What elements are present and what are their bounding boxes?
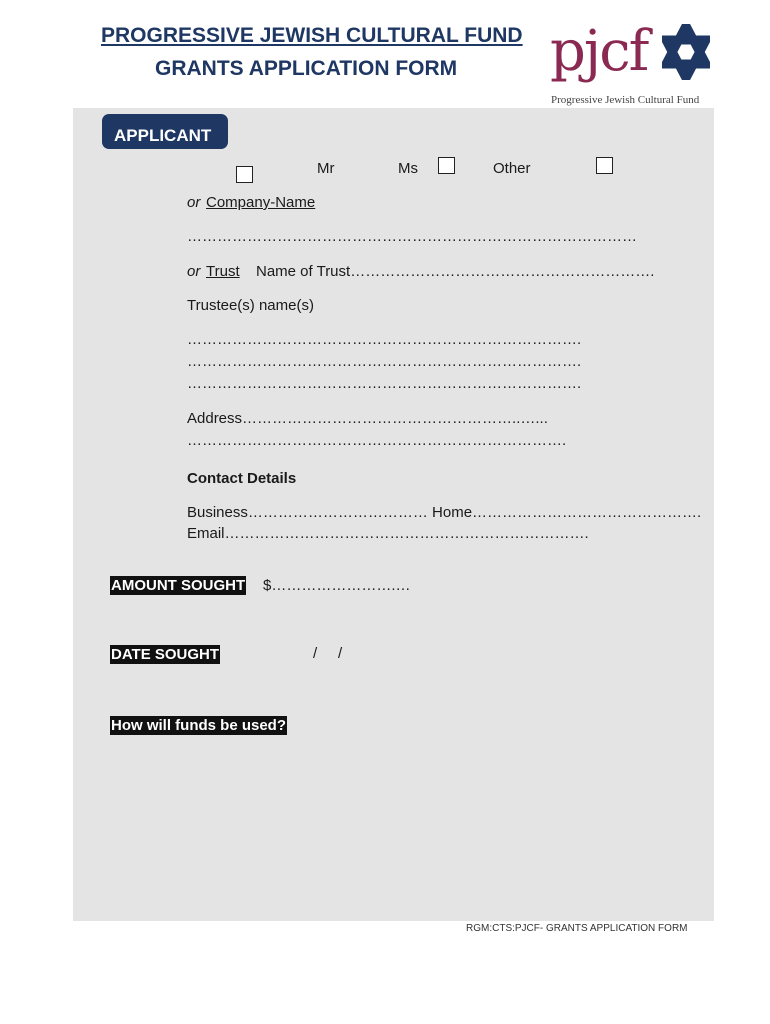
trustee-line[interactable]: ……………………………………………………………………. bbox=[187, 375, 582, 392]
company-name-line[interactable]: ……………………………………………………………………………… bbox=[187, 228, 637, 245]
ms-checkbox[interactable] bbox=[438, 157, 455, 174]
form-title: PROGRESSIVE JEWISH CULTURAL FUND bbox=[101, 24, 523, 47]
logo-wordmark: pjcf bbox=[550, 19, 648, 84]
email-line[interactable]: Email………………………………………………………………. bbox=[187, 525, 589, 542]
applicant-section-label: APPLICANT bbox=[102, 114, 228, 149]
mr-label: Mr bbox=[317, 160, 335, 177]
star-of-david-icon bbox=[662, 24, 710, 80]
trustees-label: Trustee(s) name(s) bbox=[187, 297, 314, 314]
pjcf-logo bbox=[550, 20, 720, 110]
funds-usage-label: How will funds be used? bbox=[111, 717, 287, 734]
trustee-line[interactable]: ……………………………………………………………………. bbox=[187, 353, 582, 370]
date-separators[interactable]: / / bbox=[313, 645, 343, 662]
mr-checkbox[interactable] bbox=[236, 166, 253, 183]
phone-line[interactable]: Business……………………………… Home………………………………………. bbox=[187, 504, 702, 521]
logo-subtitle: Progressive Jewish Cultural Fund bbox=[551, 94, 700, 106]
trust-name-line[interactable]: Name of Trust……………………………………………………. bbox=[256, 263, 655, 280]
footer-text: RGM:CTS:PJCF- GRANTS APPLICATION FORM bbox=[466, 923, 688, 934]
address-line[interactable]: Address………………………………………………..…... bbox=[187, 410, 548, 427]
contact-details-heading: Contact Details bbox=[187, 470, 297, 487]
trustee-line[interactable]: ……………………………………………………………………. bbox=[187, 331, 582, 348]
amount-sought-label: AMOUNT SOUGHT bbox=[111, 577, 246, 594]
other-checkbox[interactable] bbox=[596, 157, 613, 174]
form-subtitle: GRANTS APPLICATION FORM bbox=[155, 57, 458, 80]
company-name-label: Company-Name bbox=[206, 194, 316, 211]
amount-line[interactable]: $…………………….… bbox=[263, 577, 411, 594]
ms-label: Ms bbox=[398, 160, 418, 177]
other-label: Other bbox=[493, 160, 531, 177]
address-line-2[interactable]: …………………………………………………………………. bbox=[187, 432, 567, 449]
company-or: or bbox=[187, 194, 201, 211]
trust-or: or bbox=[187, 263, 201, 280]
trust-label: Trust bbox=[206, 263, 240, 280]
date-sought-label: DATE SOUGHT bbox=[111, 646, 220, 663]
